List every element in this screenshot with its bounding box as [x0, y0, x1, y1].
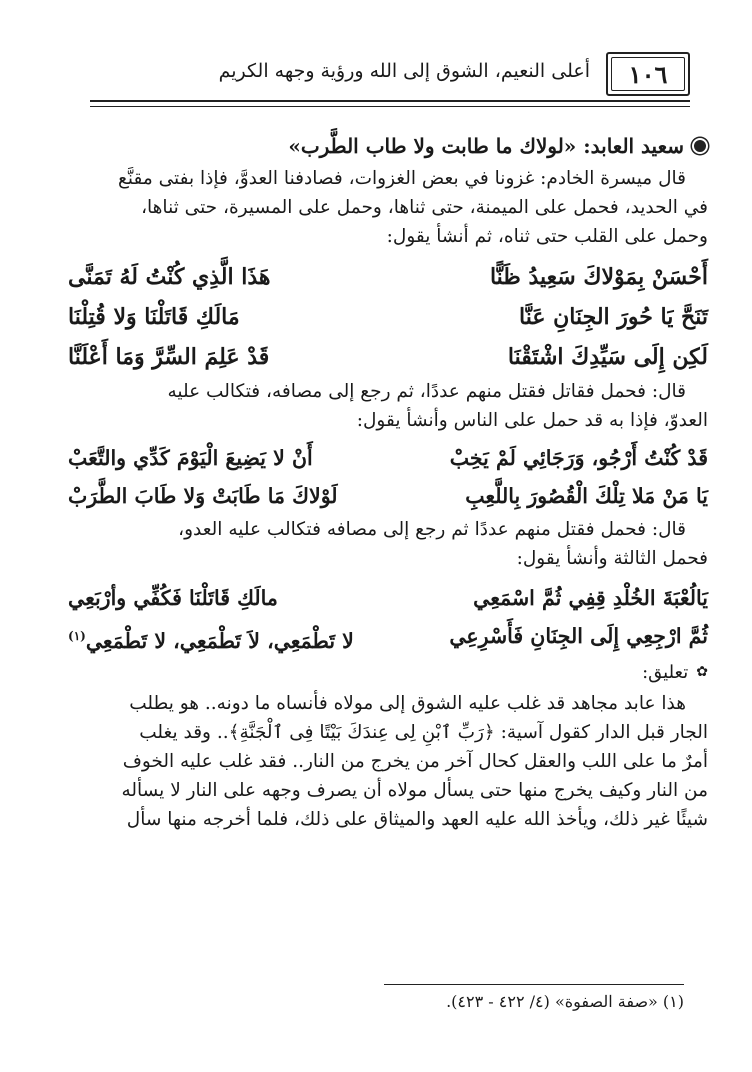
verse-line [68, 439, 708, 477]
verse-first-hemistich: يَا مَنْ مَلا تِلْكَ الْقُصُورَ بِاللَّعِبِ [465, 484, 708, 508]
paragraph-line: الجار قبل الدار كقول آسية: ﴿رَبِّ ٱبْنِ لِى عِندَكَ بَيْتًا فِى ٱلْجَنَّةِ﴾.. وقد يغلب [139, 722, 708, 743]
header-rule [90, 100, 690, 102]
verse-first-hemistich: تَنَحَّ يَا حُورَ الجِنَانِ عَنَّا [519, 304, 708, 330]
paragraph-line: العدوّ، فإذا به قد حمل على الناس وأنشأ يقول: [356, 410, 708, 431]
running-title: أعلى النعيم، الشوق إلى الله ورؤية وجهه الكريم [218, 60, 590, 82]
note-title: تعليق: [642, 661, 689, 683]
paragraph-line: في الحديد، فحمل على الميمنة، حتى ثناها، وحمل على المسيرة، حتى ثناها، [141, 197, 708, 218]
section-title [68, 128, 708, 164]
verse-line [68, 579, 708, 617]
filled-circle-icon [692, 138, 708, 154]
footnote-rule [384, 984, 684, 985]
paragraph-line: فحمل الثالثة وأنشأ يقول: [516, 548, 708, 569]
verse-first-hemistich: لَكِن إِلَى سَيِّدِكَ اشْتَقْنَا [507, 344, 708, 370]
paragraph-line: قال ميسرة الخادم: غزونا في بعض الغزوات، فصادفنا العدوَّ، فإذا بفتى مقنَّع [118, 168, 686, 189]
footnote-reference[interactable]: (١) [68, 629, 86, 643]
verse-line [68, 477, 708, 515]
verse-second-hemistich: مالَكِ قَاتَلْنَا فَكُفِّي وأرْبَعِي [68, 586, 278, 610]
verse-first-hemistich: قَدْ كُنْتُ أَرْجُو، وَرَجَائِي لَمْ يَخِبْ [449, 446, 708, 470]
verse-second-hemistich: قَدْ عَلِمَ السِّرَّ وَمَا أَعْلَنَّا [68, 344, 270, 370]
verse-second-hemistich: أَنْ لا يَضِيعَ الْيَوْمَ كَدِّي والتَّعَبْ [68, 446, 313, 470]
paragraph-line: قال: فحمل فقتل منهم عددًا ثم رجع إلى مصافه فتكالب عليه العدو، [178, 519, 686, 540]
verse-first-hemistich: ثُمَّ ارْجِعِي إِلَى الجِنَانِ فَأَسْرِعِي [449, 624, 708, 648]
verse-line [68, 297, 708, 337]
verse-line [68, 617, 708, 655]
paragraph-line: هذا عابد مجاهد قد غلب عليه الشوق إلى مولاه فأنساه ما دونه.. هو يطلب [129, 693, 686, 714]
verse-second-hemistich: مَالَكِ قَاتَلْنَا وَلا قُتِلْنَا [68, 304, 240, 330]
verse-line [68, 337, 708, 377]
verse-second-hemistich: لَوْلاكَ مَا طَابَتْ وَلا طَابَ الطَّرَبْ [68, 484, 338, 508]
section-title-text: سعيد العابد: «لولاك ما طابت ولا طاب الطَّرب» [288, 134, 684, 158]
verse-line [68, 257, 708, 297]
verse-first-hemistich: يَالُعْبَةَ الخُلْدِ قِفِي ثُمَّ اسْمَعِي [473, 586, 708, 610]
paragraph-line: قال: فحمل فقاتل فقتل منهم عددًا، ثم رجع إلى مصافه، فتكالب عليه [167, 381, 686, 402]
verse-first-hemistich: أَحْسَنْ بِمَوْلاكَ سَعِيدُ ظَنًّا [489, 264, 708, 290]
paragraph-line: شيئًا غير ذلك، ويأخذ الله عليه العهد والميثاق على ذلك، فلما أخرجه منها سأل [126, 809, 708, 830]
verse-second-hemistich: هَذَا الَّذِي كُنْتُ لَهُ تَمَنَّى [68, 264, 271, 290]
header-rule-thin [90, 106, 690, 107]
page-number: ١٠٦ [628, 59, 668, 89]
note-heading [68, 655, 708, 689]
verse-second-hemistich [68, 617, 354, 655]
verse-second-hemistich-text: لا تَطْمَعِي، لاَ تَطْمَعِي، لا تَطْمَعِي [85, 628, 354, 653]
paragraph-line: أمرٌ ما على اللب والعقل كحال آخر من يخرج من النار.. فقد غلب عليه الخوف [122, 751, 708, 772]
paragraph-line: من النار وكيف يخرج منها حتى يسأل مولاه أن يصرف وجهه على النار لا يسأله [121, 780, 708, 801]
flower-icon: ✿ [696, 664, 708, 680]
page-number-box [606, 52, 690, 96]
paragraph-line: وحمل على القلب حتى ثناه، ثم أنشأ يقول: [386, 226, 708, 247]
footnote: (١) «صفة الصفوة» (٤/ ٤٢٢ - ٤٢٣). [446, 992, 684, 1011]
page-header [90, 50, 690, 102]
page-content [68, 128, 708, 834]
